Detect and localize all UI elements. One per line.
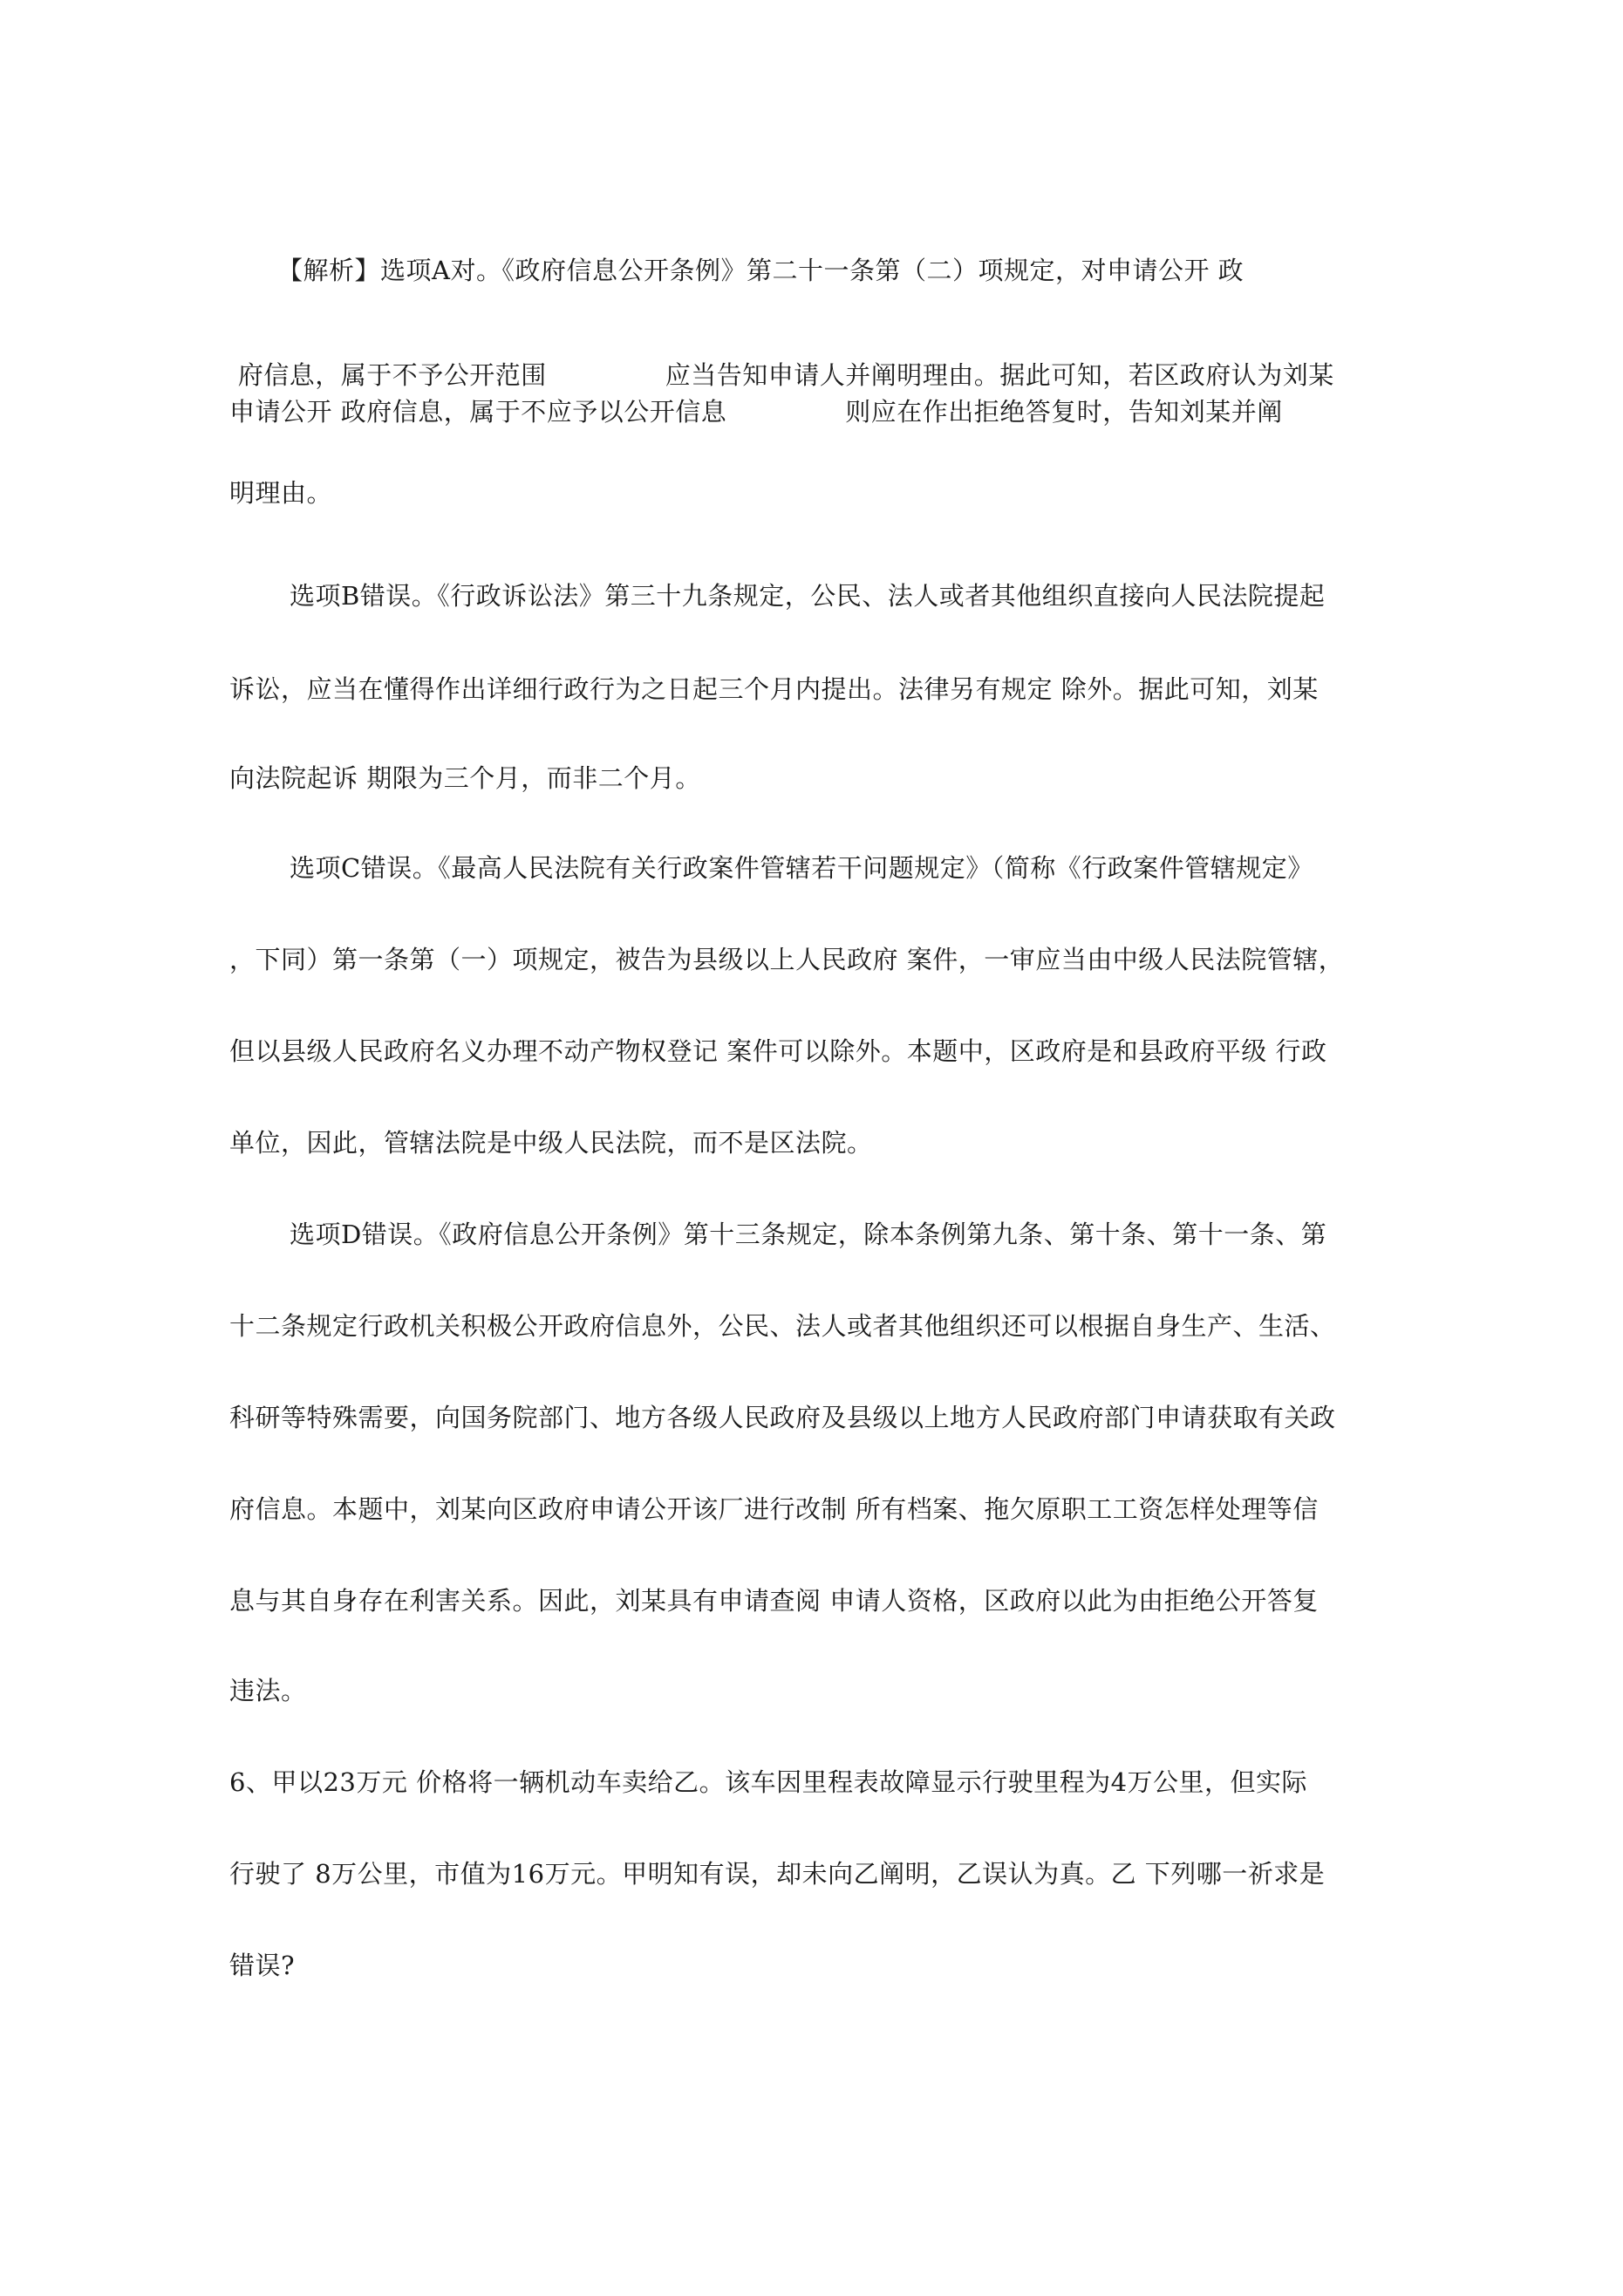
option-d-line-5: 息与其自身存在利害关系。因此，刘某具有申请查阅 申请人资格，区政府以此为由拒绝公开答复 bbox=[229, 1586, 1319, 1616]
question-6-line-1: 6、甲以23万元 价格将一辆机动车卖给乙。该车因里程表故障显示行驶里程为4万公里，但实际 bbox=[229, 1767, 1308, 1797]
analysis-line-1: 【解析】选项A对。《政府信息公开条例》第二十一条第（二）项规定，对申请公开 政 bbox=[277, 256, 1245, 285]
option-c-line-2: ，下同）第一条第（一）项规定，被告为县级以上人民政府 案件，一审应当由中级人民法院管辖， bbox=[229, 945, 1345, 974]
option-c-line-3: 但以县级人民政府名义办理不动产物权登记 案件可以除外。本题中，区政府是和县政府平级 行政 bbox=[229, 1036, 1327, 1066]
analysis-line-2: 府信息，属于不予公开范围 应当告知申请人并阐明理由。据此可知，若区政府认为刘某 bbox=[229, 360, 1334, 390]
question-6-line-3: 错误? bbox=[229, 1951, 296, 1980]
option-c-line-1: 选项C错误。《最高人民法院有关行政案件管辖若干问题规定》（简称《行政案件管辖规定》 bbox=[290, 853, 1313, 883]
option-d-line-6: 违法。 bbox=[229, 1676, 307, 1705]
option-b-line-1: 选项B错误。《行政诉讼法》第三十九条规定，公民、法人或者其他组织直接向人民法院提起 bbox=[290, 581, 1326, 611]
analysis-line-4: 明理由。 bbox=[229, 478, 333, 508]
option-d-line-3: 科研等特殊需要，向国务院部门、地方各级人民政府及县级以上地方人民政府部门申请获取有关政 bbox=[229, 1403, 1336, 1432]
analysis-line-3: 申请公开 政府信息，属于不应予以公开信息 则应在作出拒绝答复时，告知刘某并阐 bbox=[229, 397, 1283, 427]
option-b-line-3: 向法院起诉 期限为三个月，而非二个月。 bbox=[229, 763, 701, 793]
option-d-line-1: 选项D错误。《政府信息公开条例》第十三条规定，除本条例第九条、第十条、第十一条、第 bbox=[290, 1220, 1327, 1249]
option-d-line-4: 府信息。本题中，刘某向区政府申请公开该厂进行改制 所有档案、拖欠原职工工资怎样处理等信 bbox=[229, 1494, 1319, 1524]
option-d-line-2: 十二条规定行政机关积极公开政府信息外，公民、法人或者其他组织还可以根据自身生产、生活、 bbox=[229, 1311, 1336, 1341]
option-b-line-2: 诉讼，应当在懂得作出详细行政行为之日起三个月内提出。法律另有规定 除外。据此可知，刘某 bbox=[229, 674, 1319, 704]
option-c-line-4: 单位，因此，管辖法院是中级人民法院，而不是区法院。 bbox=[229, 1128, 873, 1158]
question-6-line-2: 行驶了 8万公里，市值为16万元。甲明知有误，却未向乙阐明，乙误认为真。乙 下列哪一祈求是 bbox=[229, 1859, 1326, 1889]
